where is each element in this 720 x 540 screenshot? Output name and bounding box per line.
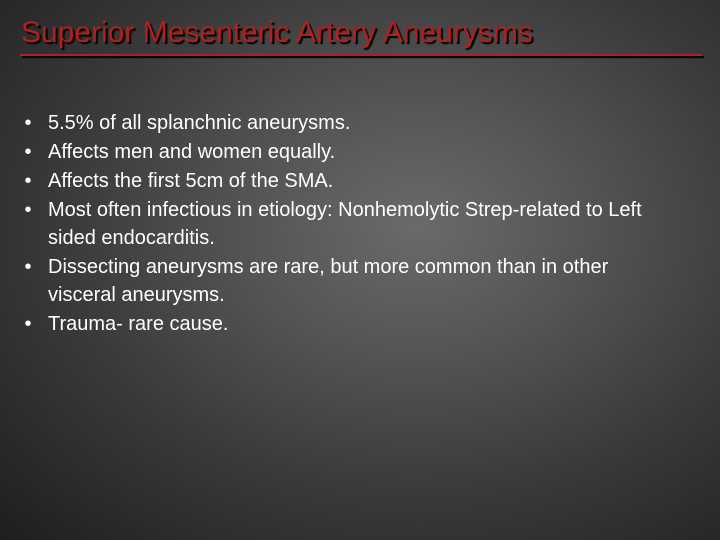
bullet-marker: • (24, 112, 32, 134)
bullet-marker: • (24, 141, 32, 163)
bullet-text: Affects men and women equally. (48, 141, 336, 163)
bullet-text: Most often infectious in etiology: Nonhemolytic Strep-related to Left sided endocarditis. (48, 199, 642, 249)
bullet-item (21, 138, 661, 166)
bullet-marker: • (24, 313, 32, 335)
bullet-marker: • (24, 170, 32, 192)
bullet-marker: • (24, 256, 32, 278)
bullet-text: Dissecting aneurysms are rare, but more common than in other visceral aneurysms. (48, 256, 609, 306)
title-underline (20, 54, 702, 56)
bullet-text: Trauma- rare cause. (48, 313, 229, 335)
bullet-marker: • (24, 199, 32, 221)
bullet-list (21, 109, 661, 339)
bullet-item (21, 196, 661, 252)
bullet-item (21, 167, 661, 195)
bullet-item (21, 310, 661, 338)
bullet-text: 5.5% of all splanchnic aneurysms. (48, 112, 351, 134)
bullet-item (21, 109, 661, 137)
slide-title: Superior Mesenteric Artery Aneurysms (21, 16, 533, 49)
bullet-text: Affects the first 5cm of the SMA. (48, 170, 334, 192)
bullet-item (21, 253, 661, 309)
